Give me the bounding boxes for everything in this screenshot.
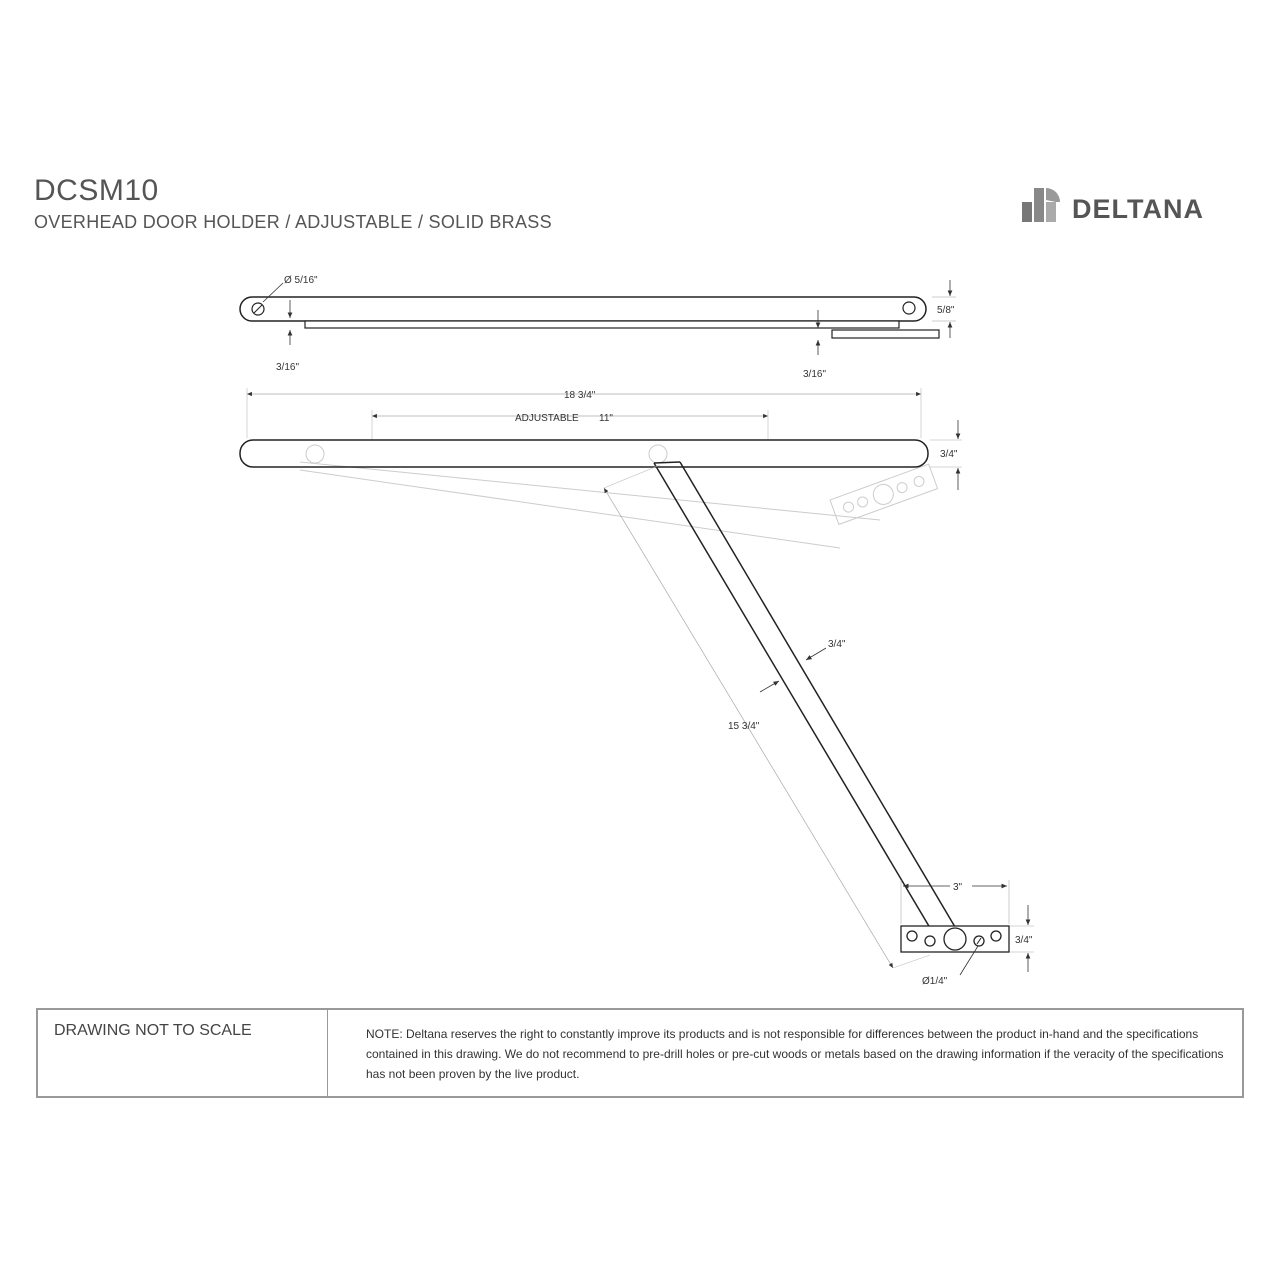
- top-view-bar: [240, 297, 926, 321]
- door-arm: [654, 462, 958, 938]
- label-adjustable: ADJUSTABLE: [515, 413, 579, 424]
- ghost-arm: [300, 445, 938, 548]
- product-description: OVERHEAD DOOR HOLDER / ADJUSTABLE / SOLID BRASS: [34, 212, 552, 232]
- label-right-offset: 3/16": [803, 369, 827, 380]
- bracket-plate-top: [832, 330, 939, 338]
- label-adjustable-value: 11": [599, 413, 613, 424]
- product-code: DCSM10: [34, 174, 159, 207]
- label-bracket-height: 3/4": [1015, 935, 1033, 946]
- label-hole-diameter: Ø 5/16": [284, 275, 318, 286]
- scale-label: DRAWING NOT TO SCALE: [54, 1022, 252, 1039]
- label-arm-height: 3/4": [940, 449, 958, 460]
- label-left-offset: 3/16": [276, 362, 300, 373]
- scale-cell: [38, 1010, 328, 1096]
- top-view: [240, 280, 956, 355]
- label-top-height: 5/8": [937, 305, 955, 316]
- disclaimer-note: NOTE: Deltana reserves the right to constantly improve its products and is not responsible for differences between the product in-hand and the specifications contained in this drawing. We do not recommend to pre-drill holes or pre-cut woods or metals based on the drawing information if the veracity of the specifications has not been proven by the live product.: [366, 1027, 1224, 1081]
- label-overall-length: 18 3/4": [564, 390, 596, 401]
- deltana-logo-text: DELTANA: [1072, 194, 1204, 224]
- slide-rail: [305, 321, 899, 328]
- label-bracket-length: 3": [953, 882, 963, 893]
- label-arm-width: 3/4": [828, 639, 846, 650]
- label-arm-length: 15 3/4": [728, 721, 760, 732]
- main-channel-bar: [240, 440, 928, 467]
- front-view: [240, 388, 1034, 975]
- door-bracket: [901, 926, 1009, 952]
- disclaimer-box: [36, 1008, 1244, 1098]
- label-screw-hole: Ø1/4": [922, 976, 948, 987]
